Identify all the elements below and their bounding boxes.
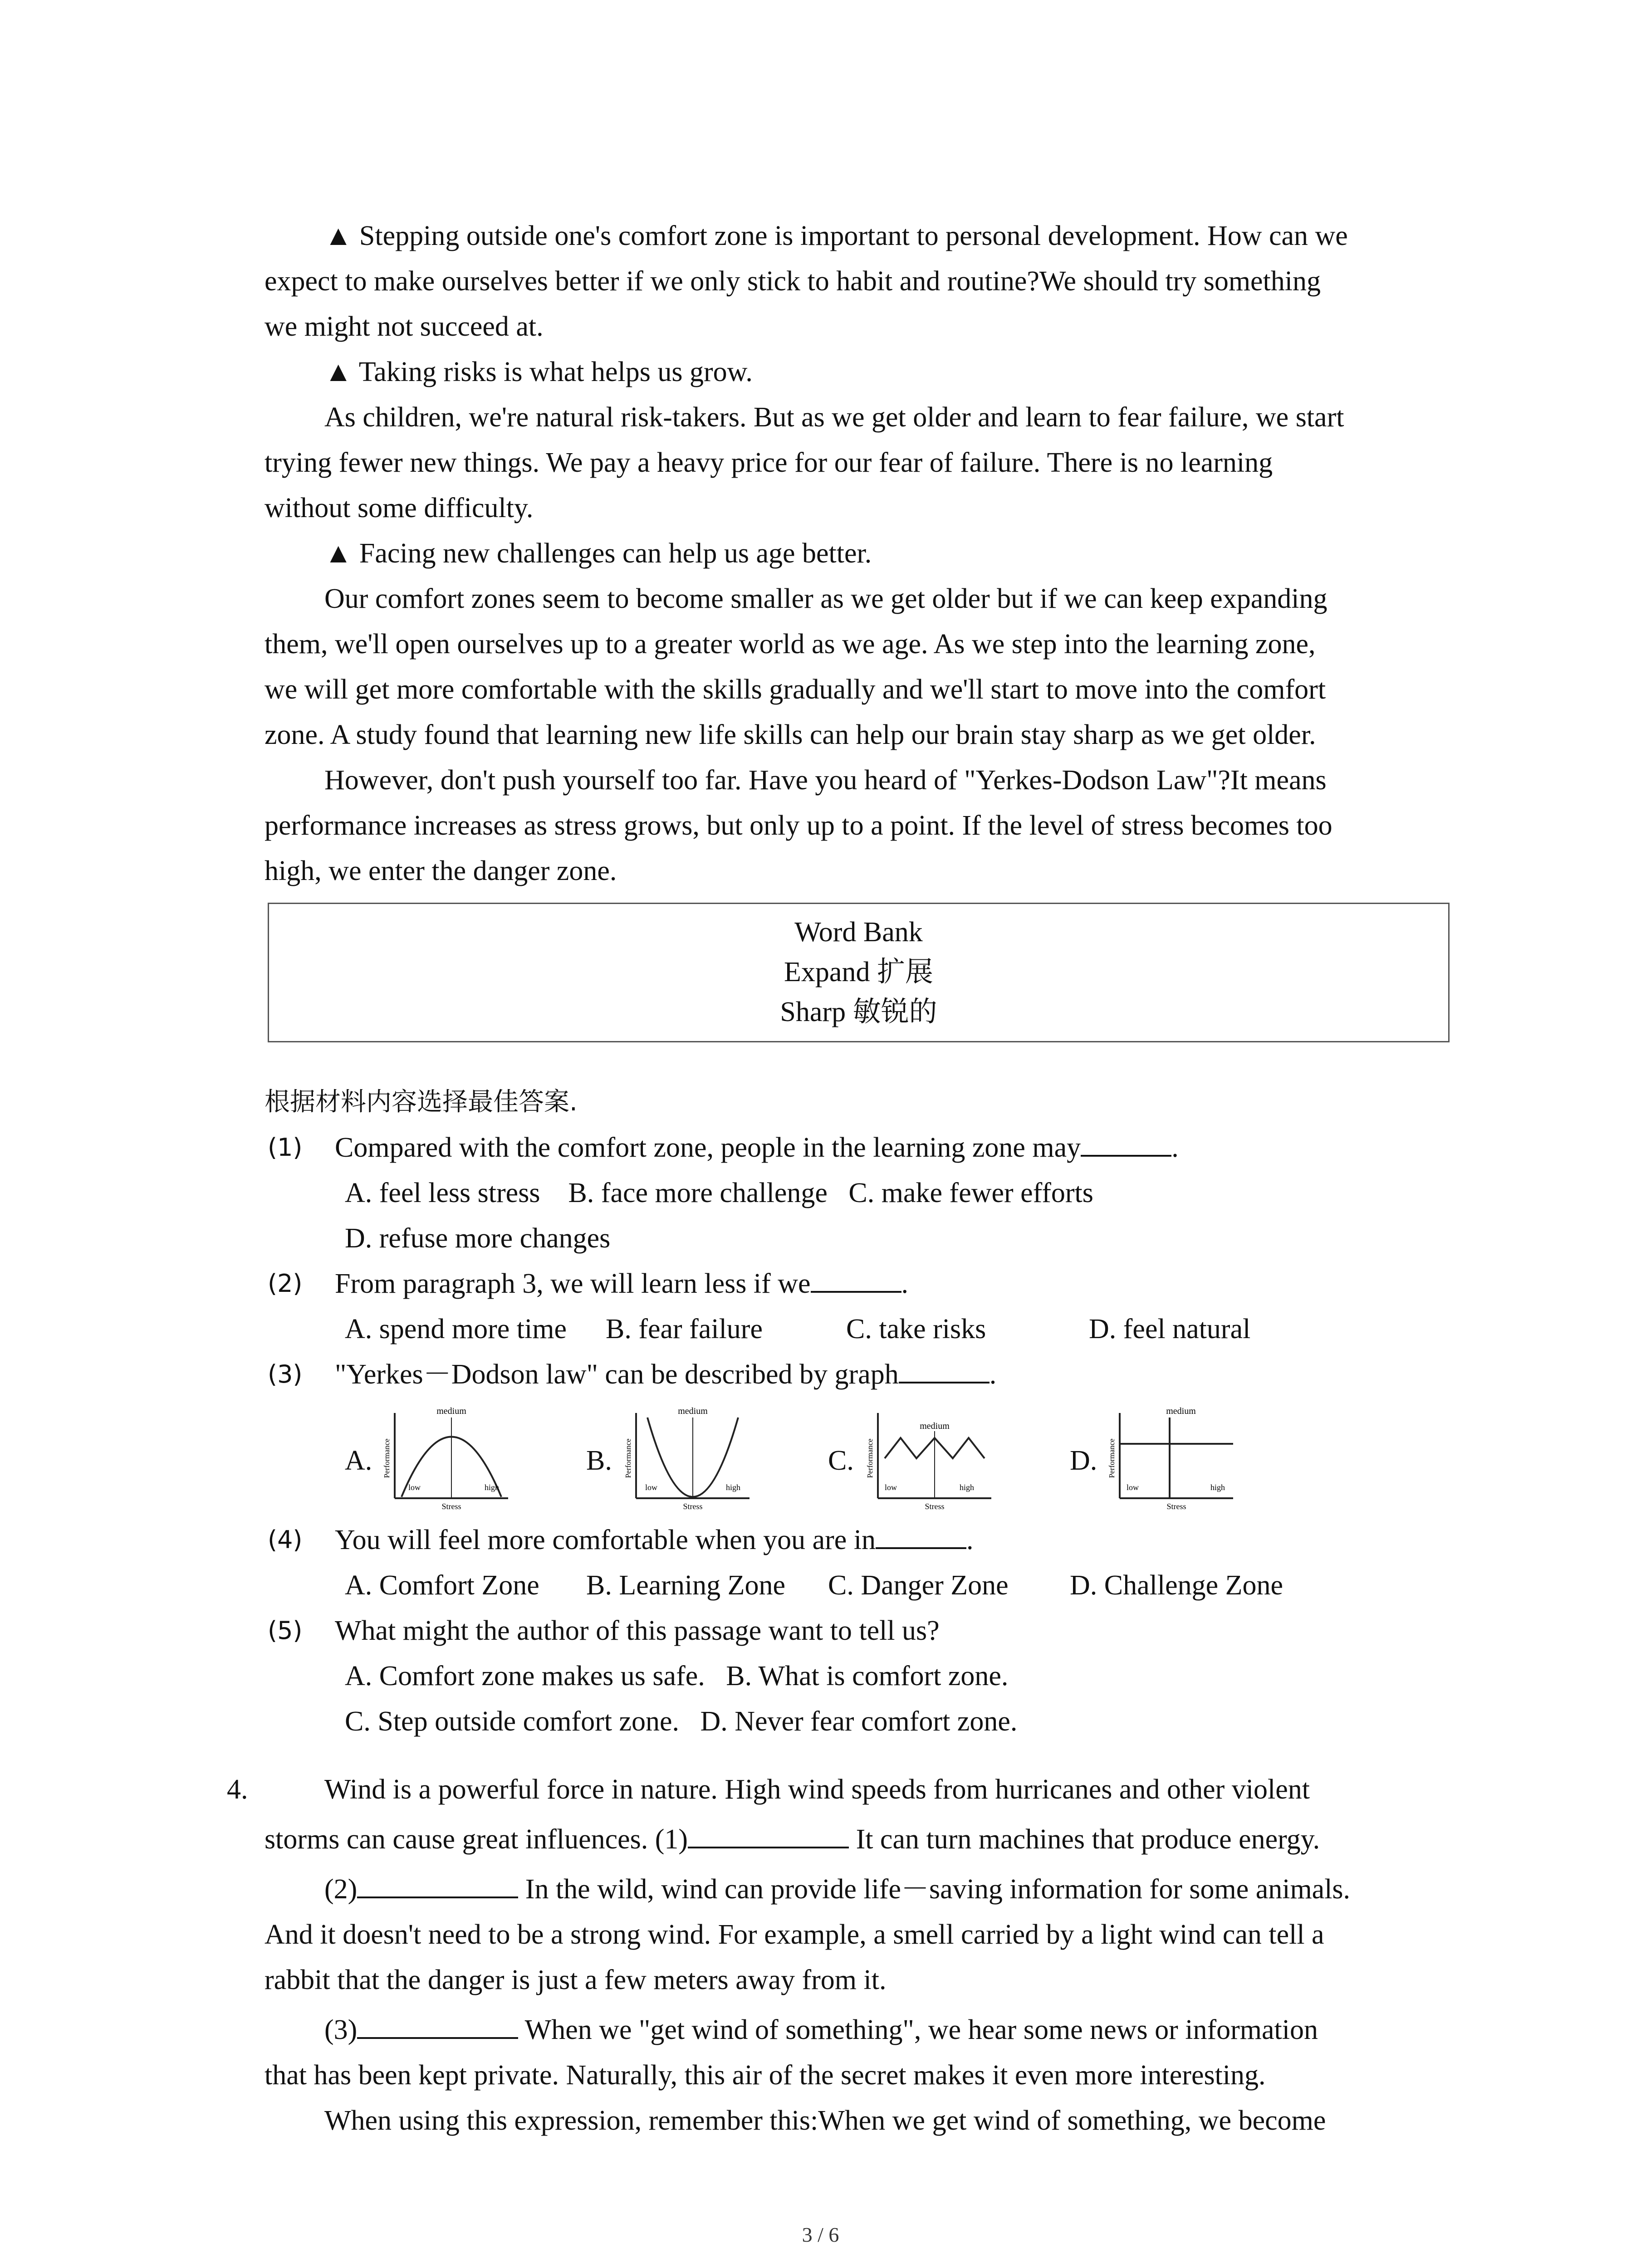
option-b: B. fear failure <box>606 1314 763 1344</box>
option-c: C. Danger Zone <box>828 1570 1009 1601</box>
answer-blank-2[interactable] <box>357 1870 518 1898</box>
question-5-stem: What might the author of this passage want to tell us? <box>335 1615 940 1646</box>
page-number: 3 / 6 <box>802 2223 839 2246</box>
question-stem: "Yerkes－Dodson law" can be described by graph <box>335 1359 899 1390</box>
text-segment: storms can cause great influences. (1) <box>265 1824 688 1855</box>
graph-x-label: Stress <box>1166 1502 1186 1511</box>
paragraph-line <box>265 1817 1320 1862</box>
paragraph-line: Wind is a powerful force in nature. High wind speeds from hurricanes and other violent <box>324 1774 1310 1805</box>
graph-d-svg <box>1102 1404 1238 1513</box>
graph-top-label: medium <box>1166 1406 1196 1416</box>
graph-c-svg <box>860 1404 996 1513</box>
text-segment: It can turn machines that produce energy. <box>849 1824 1320 1855</box>
question-number: (4) <box>268 1525 303 1554</box>
question-1 <box>335 1125 1179 1170</box>
paragraph-line <box>324 2007 1318 2053</box>
graph-top-label: medium <box>920 1421 950 1431</box>
answer-blank[interactable] <box>1081 1129 1171 1157</box>
graph-top-label: medium <box>436 1406 466 1416</box>
option-a: A. Comfort Zone <box>345 1570 539 1601</box>
text-segment: (2) <box>324 1874 358 1905</box>
question-end: . <box>1171 1132 1179 1163</box>
question-number: (2) <box>268 1269 303 1298</box>
graph-x-label: Stress <box>925 1502 945 1511</box>
option-c: C. <box>828 1445 854 1476</box>
paragraph-line: expect to make ourselves better if we only stick to habit and routine?We should try something <box>265 266 1321 297</box>
paragraph-line: Our comfort zones seem to become smaller as we get older but if we can keep expanding <box>324 583 1327 614</box>
graph-y-label: Performance <box>624 1438 632 1478</box>
question-number: (5) <box>268 1616 303 1645</box>
word-bank-box <box>268 903 1450 1042</box>
graph-low-label: low <box>408 1483 421 1492</box>
option-a: A. <box>345 1445 372 1476</box>
graph-b-svg <box>618 1404 754 1513</box>
paragraph-line: And it doesn't need to be a strong wind. For example, a smell carried by a light wind can tell a <box>265 1919 1324 1950</box>
graph-high-label: high <box>485 1483 500 1492</box>
option-d: D. Challenge Zone <box>1070 1570 1283 1601</box>
option-d: D. feel natural <box>1089 1314 1251 1344</box>
graph-x-label: Stress <box>683 1502 703 1511</box>
heading-new-challenges: ▲ Facing new challenges can help us age better. <box>324 538 872 569</box>
option-b: B. Learning Zone <box>586 1570 786 1601</box>
heading-comfort-zone: ▲ Stepping outside one's comfort zone is important to personal development. How can we <box>324 220 1348 251</box>
paragraph-line: we might not succeed at. <box>265 311 544 342</box>
paragraph-line: trying fewer new things. We pay a heavy price for our fear of failure. There is no learning <box>265 447 1273 478</box>
paragraph-line: high, we enter the danger zone. <box>265 855 617 886</box>
question-options: A. feel less stress B. face more challenge C. make fewer efforts <box>345 1178 1093 1208</box>
option-b: B. <box>586 1445 612 1476</box>
question-options: D. refuse more changes <box>345 1223 611 1254</box>
graph-high-label: high <box>960 1483 975 1492</box>
question-3 <box>335 1352 996 1397</box>
paragraph-line: When using this expression, remember this:When we get wind of something, we become <box>324 2105 1326 2136</box>
graph-low-label: low <box>645 1483 657 1492</box>
graph-b <box>618 1404 754 1513</box>
graph-low-label: low <box>1127 1483 1139 1492</box>
graph-high-label: high <box>726 1483 741 1492</box>
question-end: . <box>989 1359 997 1390</box>
text-segment: In the wild, wind can provide life－saving information for some animals. <box>518 1874 1351 1905</box>
graph-high-label: high <box>1210 1483 1225 1492</box>
graph-low-label: low <box>885 1483 897 1492</box>
paragraph-line <box>324 1867 1350 1912</box>
word-bank-entry: Sharp 敏锐的 <box>780 997 937 1027</box>
graph-y-label: Performance <box>382 1438 391 1478</box>
text-segment: (3) <box>324 2014 358 2045</box>
question-stem: From paragraph 3, we will learn less if we <box>335 1268 811 1299</box>
graph-a <box>377 1404 513 1513</box>
heading-taking-risks: ▲ Taking risks is what helps us grow. <box>324 357 753 387</box>
graph-x-label: Stress <box>441 1502 461 1511</box>
graph-a-svg <box>377 1404 513 1513</box>
question-2 <box>335 1261 908 1306</box>
paragraph-line: rabbit that the danger is just a few meters away from it. <box>265 1965 887 1995</box>
option-c: C. take risks <box>846 1314 986 1344</box>
question-number: (1) <box>268 1133 303 1162</box>
question-number: (3) <box>268 1360 303 1388</box>
section-number: 4. <box>227 1774 248 1805</box>
word-bank-entry: Expand 扩展 <box>784 957 933 987</box>
paragraph-line: zone. A study found that learning new life skills can help our brain stay sharp as we get older. <box>265 719 1316 750</box>
answer-blank[interactable] <box>876 1521 966 1549</box>
paragraph-line: them, we'll open ourselves up to a greater world as we age. As we step into the learning zone, <box>265 629 1316 660</box>
graph-d <box>1102 1404 1238 1513</box>
graph-c <box>860 1404 996 1513</box>
word-bank-title: Word Bank <box>794 917 923 948</box>
graph-y-label: Performance <box>866 1438 874 1478</box>
paragraph-line: we will get more comfortable with the skills gradually and we'll start to move into the comfort <box>265 674 1326 705</box>
question-end: . <box>901 1268 909 1299</box>
paragraph-line: performance increases as stress grows, but only up to a point. If the level of stress becomes too <box>265 810 1332 841</box>
instruction: 根据材料内容选择最佳答案. <box>265 1087 578 1117</box>
answer-blank-3[interactable] <box>357 2011 518 2039</box>
answer-blank-1[interactable] <box>688 1820 849 1848</box>
paragraph-line: However, don't push yourself too far. Have you heard of "Yerkes-Dodson Law"?It means <box>324 765 1327 796</box>
paragraph-line: without some difficulty. <box>265 493 534 523</box>
answer-blank[interactable] <box>899 1355 989 1383</box>
question-end: . <box>966 1525 974 1555</box>
graph-y-label: Performance <box>1107 1438 1116 1478</box>
option-a: A. spend more time <box>345 1314 567 1344</box>
question-stem: Compared with the comfort zone, people in the learning zone may <box>335 1132 1081 1163</box>
paragraph-line: As children, we're natural risk-takers. But as we get older and learn to fear failure, we start <box>324 402 1344 433</box>
paragraph-line: that has been kept private. Naturally, this air of the secret makes it even more interesting. <box>265 2060 1266 2091</box>
question-4 <box>335 1517 974 1563</box>
question-options: A. Comfort zone makes us safe. B. What is comfort zone. <box>345 1661 1009 1691</box>
answer-blank[interactable] <box>811 1265 901 1293</box>
question-stem: You will feel more comfortable when you are in <box>335 1525 876 1555</box>
question-options: C. Step outside comfort zone. D. Never fear comfort zone. <box>345 1706 1018 1737</box>
graph-top-label: medium <box>678 1406 708 1416</box>
text-segment: When we "get wind of something", we hear some news or information <box>518 2014 1318 2045</box>
option-d: D. <box>1070 1445 1097 1476</box>
